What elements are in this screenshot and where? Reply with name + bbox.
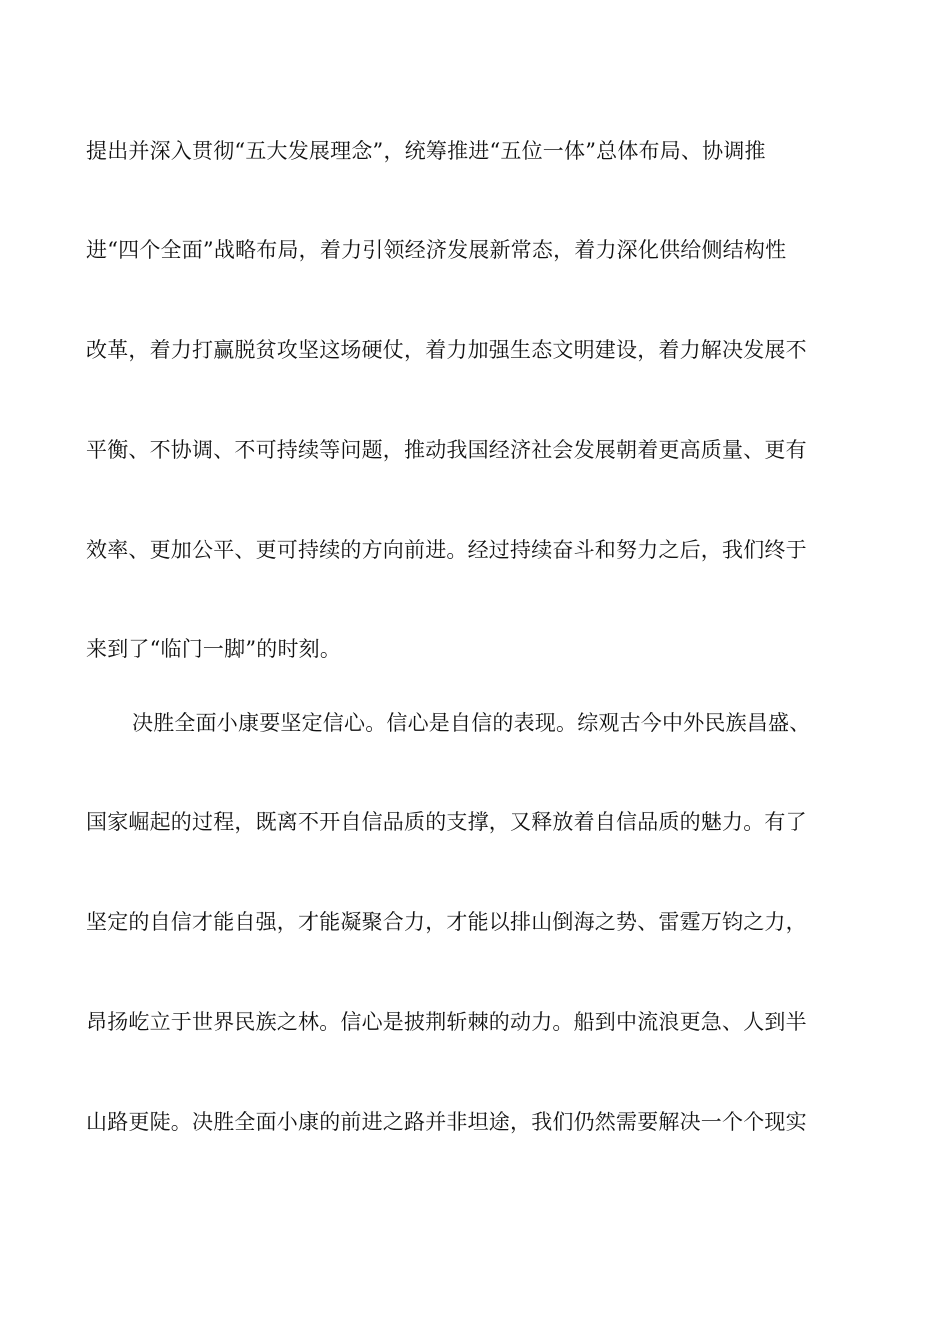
paragraph-line: 进“四个全面”战略布局，着力引领经济发展新常态，着力深化供给侧结构性 bbox=[86, 238, 787, 262]
paragraph-line: 国家崛起的过程，既离不开自信品质的支撑，又释放着自信品质的魅力。有了 bbox=[86, 810, 807, 834]
paragraph-line: 来到了“临门一脚”的时刻。 bbox=[86, 637, 342, 661]
paragraph-line: 效率、更加公平、更可持续的方向前进。经过持续奋斗和努力之后，我们终于 bbox=[86, 538, 807, 562]
paragraph-line: 坚定的自信才能自强，才能凝聚合力，才能以排山倒海之势、雷霆万钧之力， bbox=[86, 910, 807, 934]
paragraph-line: 山路更陡。决胜全面小康的前进之路并非坦途，我们仍然需要解决一个个现实 bbox=[86, 1110, 807, 1134]
paragraph-line: 提出并深入贯彻“五大发展理念”，统筹推进“五位一体”总体布局、协调推 bbox=[86, 139, 766, 163]
paragraph-line: 平衡、不协调、不可持续等问题，推动我国经济社会发展朝着更高质量、更有 bbox=[86, 438, 807, 462]
paragraph-line: 昂扬屹立于世界民族之林。信心是披荆斩棘的动力。船到中流浪更急、人到半 bbox=[86, 1010, 807, 1034]
paragraph-line: 改革，着力打赢脱贫攻坚这场硬仗，着力加强生态文明建设，着力解决发展不 bbox=[86, 338, 807, 362]
paragraph-line: 决胜全面小康要坚定信心。信心是自信的表现。综观古今中外民族昌盛、 bbox=[132, 711, 811, 735]
